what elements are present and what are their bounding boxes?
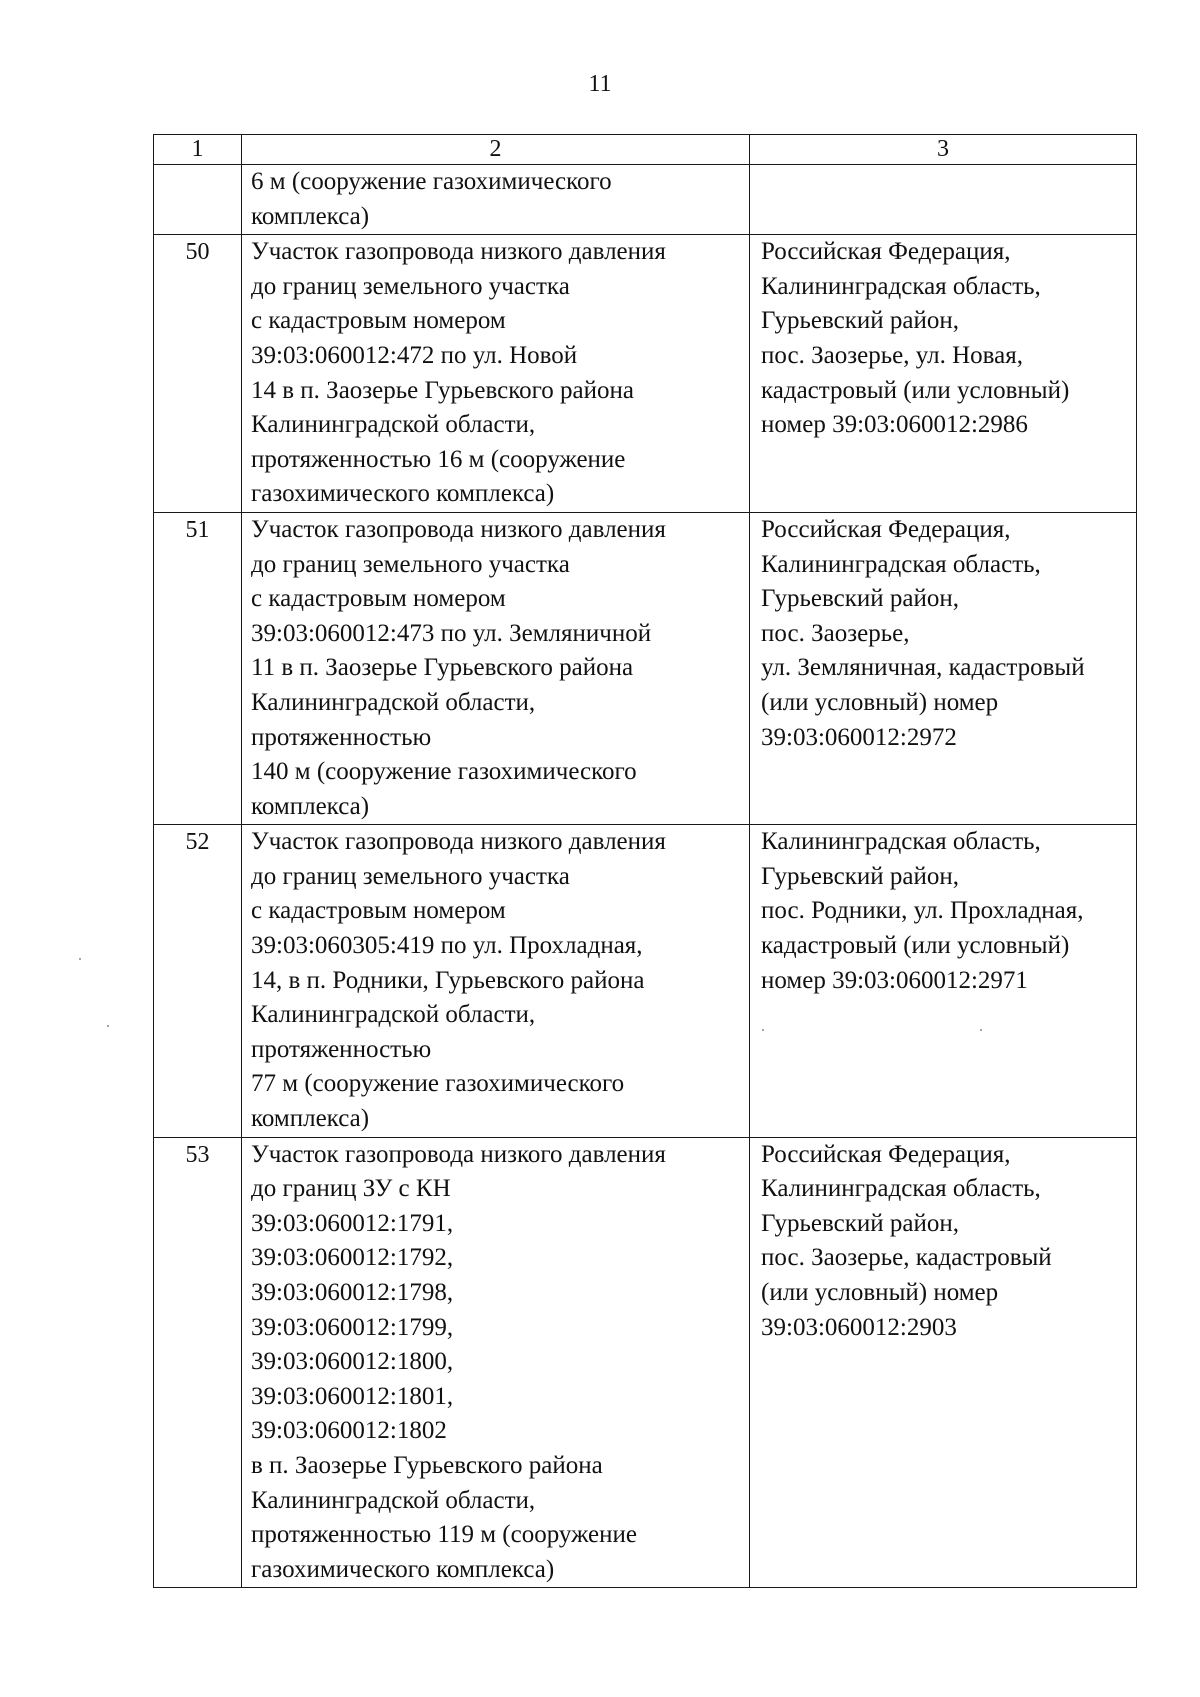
row-number: 52: [154, 825, 242, 1137]
address-line: (или условный) номер: [761, 688, 999, 716]
address-line: пос. Заозерье,: [761, 619, 910, 647]
description-line: 39:03:060012:1799,: [251, 1313, 454, 1341]
address-line: пос. Заозерье, ул. Новая,: [761, 341, 1023, 369]
description-line: 39:03:060012:1791,: [251, 1209, 454, 1237]
description-line: комплекса): [251, 202, 370, 230]
description-line: протяженностью: [251, 723, 432, 751]
description-line: 14, в п. Родники, Гурьевского района: [251, 966, 645, 994]
description-line: до границ земельного участка: [251, 862, 570, 890]
description-line: протяженностью: [251, 1035, 432, 1063]
address-line: Калининградская область,: [761, 1175, 1041, 1203]
table-row: [154, 1137, 1137, 1588]
description-line: в п. Заозерье Гурьевского района: [251, 1451, 603, 1479]
address-line: Гурьевский район,: [761, 1209, 960, 1237]
description-line: Калининградской области,: [251, 411, 536, 439]
description-line: Участок газопровода низкого давления: [251, 828, 666, 856]
description-line: протяженностью 16 м (сооружение: [251, 445, 626, 473]
address-line: Гурьевский район,: [761, 862, 960, 890]
object-address: [750, 512, 1137, 824]
description-line: 14 в п. Заозерье Гурьевского района: [251, 376, 634, 404]
object-description: [242, 235, 750, 513]
address-line: (или условный) номер: [761, 1279, 999, 1306]
description-line: комплекса): [251, 792, 370, 820]
address-line: номер 39:03:060012:2986: [761, 411, 1028, 439]
description-line: 77 м (сооружение газохимического: [251, 1070, 625, 1098]
description-line: Калининградской области,: [251, 688, 536, 716]
description-line: 140 м (сооружение газохимического: [251, 758, 637, 786]
address-line: Калининградская область,: [761, 550, 1041, 578]
address-line: Российская Федерация,: [761, 515, 1011, 543]
scan-speck: [980, 1029, 982, 1031]
description-line: 11 в п. Заозерье Гурьевского района: [251, 654, 634, 682]
object-description: [242, 1137, 750, 1588]
object-description: [242, 165, 750, 235]
scan-speck: [762, 1029, 764, 1031]
description-line: 39:03:060012:1801,: [251, 1382, 454, 1410]
description-line: Калининградской области,: [251, 1001, 536, 1029]
row-number: 50: [154, 235, 242, 513]
address-line: пос. Родники, ул. Прохладная,: [761, 897, 1084, 925]
address-line: Гурьевский район,: [761, 585, 960, 613]
header-col-1: 1: [154, 135, 242, 165]
page-number: 11: [588, 71, 612, 97]
description-line: до границ земельного участка: [251, 272, 570, 300]
description-line: 39:03:060012:1792,: [251, 1244, 454, 1272]
registry-table: [153, 134, 1137, 1588]
table-body: [154, 165, 1137, 1588]
description-line: Калининградской области,: [251, 1486, 536, 1514]
table-row: [154, 165, 1137, 235]
table-row: [154, 512, 1137, 824]
header-col-2: 2: [242, 135, 750, 165]
row-number: 51: [154, 512, 242, 824]
object-address: [750, 235, 1137, 513]
description-line: с кадастровым номером: [251, 585, 506, 613]
description-line: Участок газопровода низкого давления: [251, 515, 666, 543]
header-col-3: 3: [750, 135, 1137, 165]
description-line: протяженностью 119 м (сооружение: [251, 1521, 637, 1549]
address-line: Гурьевский район,: [761, 307, 960, 335]
address-line: кадастровый (или условный): [761, 932, 1070, 960]
description-line: Участок газопровода низкого давления: [251, 1140, 666, 1168]
description-line: газохимического комплекса): [251, 480, 555, 508]
address-line: 39:03:060012:2903: [761, 1313, 957, 1341]
table-row: [154, 235, 1137, 513]
description-line: 39:03:060012:1800,: [251, 1348, 454, 1376]
row-number: 53: [154, 1137, 242, 1588]
description-line: комплекса): [251, 1105, 370, 1133]
address-line: 39:03:060012:2972: [761, 723, 957, 751]
address-line: кадастровый (или условный): [761, 376, 1070, 404]
description-line: 39:03:060012:1798,: [251, 1279, 454, 1306]
description-line: с кадастровым номером: [251, 897, 506, 925]
description-line: с кадастровым номером: [251, 307, 506, 335]
description-line: 39:03:060012:472 по ул. Новой: [251, 341, 578, 369]
address-line: Российская Федерация,: [761, 1140, 1011, 1168]
scan-speck: [79, 958, 81, 960]
row-number: [154, 165, 242, 235]
scan-speck: [107, 1025, 109, 1027]
object-address: [750, 825, 1137, 1137]
table-row: [154, 825, 1137, 1137]
object-address: [750, 1137, 1137, 1588]
address-line: ул. Земляничная, кадастровый: [761, 654, 1085, 682]
address-line: пос. Заозерье, кадастровый: [761, 1244, 1052, 1272]
description-line: 6 м (сооружение газохимического: [251, 168, 612, 195]
description-line: до границ земельного участка: [251, 550, 570, 578]
description-line: газохимического комплекса): [251, 1555, 555, 1583]
description-line: 39:03:060012:473 по ул. Земляничной: [251, 619, 652, 647]
description-line: 39:03:060305:419 по ул. Прохладная,: [251, 932, 643, 960]
address-line: Российская Федерация,: [761, 238, 1011, 266]
object-address: [750, 165, 1137, 235]
description-line: до границ ЗУ с КН: [251, 1175, 451, 1203]
table-header-row: [154, 135, 1137, 165]
description-line: 39:03:060012:1802: [251, 1417, 447, 1445]
description-line: Участок газопровода низкого давления: [251, 238, 666, 266]
address-line: номер 39:03:060012:2971: [761, 966, 1028, 994]
object-description: [242, 512, 750, 824]
object-description: [242, 825, 750, 1137]
address-line: Калининградская область,: [761, 828, 1041, 856]
address-line: Калининградская область,: [761, 272, 1041, 300]
